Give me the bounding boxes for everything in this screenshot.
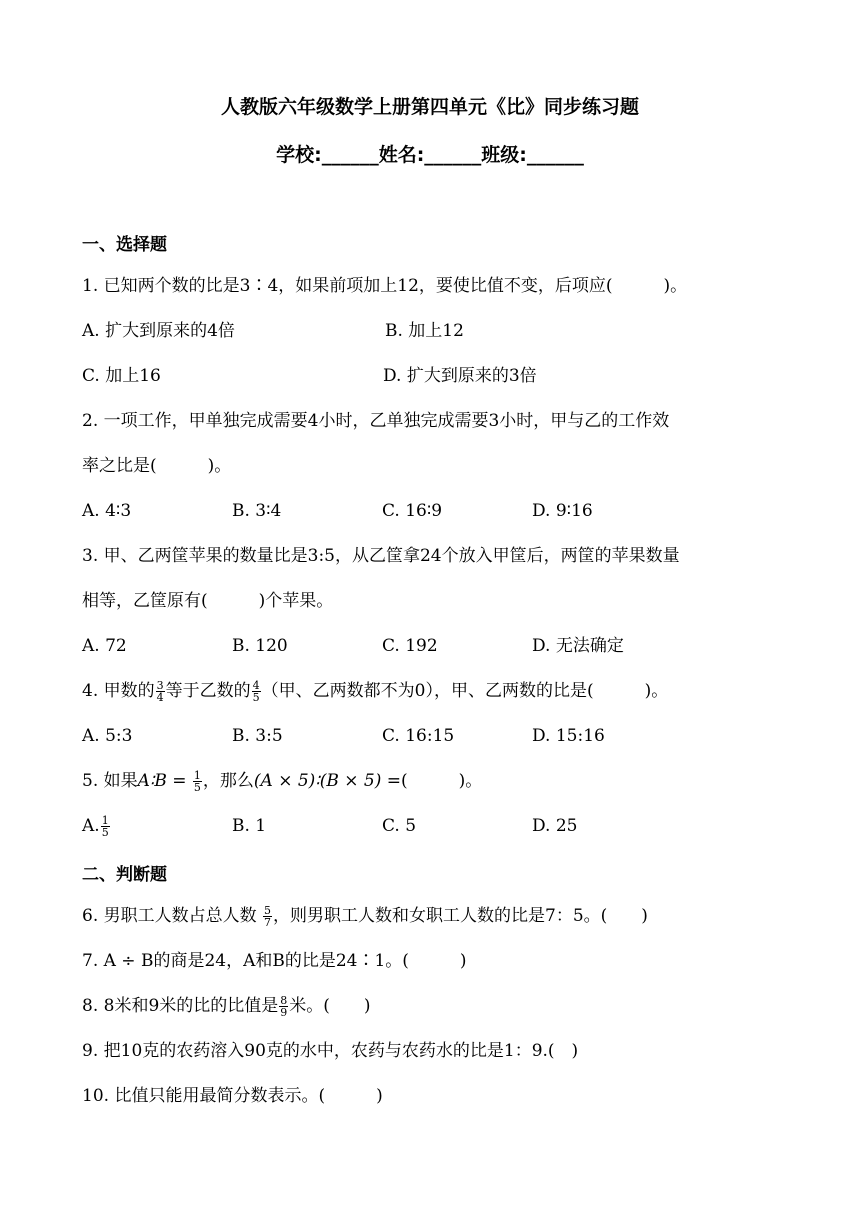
question-3-option-a: A. 72 (82, 636, 127, 656)
question-4-option-b: B. 3:5 (232, 726, 283, 746)
student-info-line: 学校:______姓名:______班级:______ (276, 144, 584, 166)
question-4-text-1: 4. 甲数的 (82, 681, 155, 701)
question-5-option-b: B. 1 (232, 816, 267, 836)
fraction-denominator: 9 (280, 1006, 288, 1019)
question-4-option-c: C. 16:15 (382, 726, 455, 746)
section-heading-choice: 一、选择题 (82, 235, 167, 255)
fraction-denominator: 5 (101, 826, 109, 839)
question-2-option-a: A. 4∶3 (82, 501, 132, 521)
question-5-stem (82, 769, 482, 793)
fraction-one-fifth (101, 815, 110, 838)
question-2-option-c: C. 16∶9 (382, 501, 443, 521)
question-8-stem (82, 994, 371, 1018)
fraction-eight-ninths (279, 995, 288, 1018)
question-5-option-d: D. 25 (532, 816, 578, 836)
question-1-option-b: B. 加上12 (385, 321, 464, 341)
question-4-text-3: （甲、乙两数都不为0），甲、乙两数的比是( )。 (261, 681, 669, 701)
question-6-text-1: 6. 男职工人数占总人数 (82, 906, 263, 926)
question-2-option-b: B. 3∶4 (232, 501, 282, 521)
question-3-stem-line-2: 相等，乙筐原有( )个苹果。 (82, 591, 334, 611)
question-5-text-2: ，那么 (202, 771, 254, 791)
question-5-math-1: A∶B = (137, 771, 187, 791)
fraction-numerator: 3 (156, 679, 164, 692)
question-1-option-c: C. 加上16 (82, 366, 161, 386)
question-3-stem-line-1: 3. 甲、乙两筐苹果的数量比是3:5，从乙筐拿24个放入甲筐后，两筐的苹果数量 (82, 546, 680, 566)
fraction-denominator: 7 (264, 916, 272, 929)
fraction-denominator: 5 (193, 781, 201, 794)
question-3-option-d: D. 无法确定 (532, 636, 624, 656)
fraction-numerator: 4 (252, 679, 260, 692)
question-5-text-1: 5. 如果 (82, 771, 138, 791)
fraction-numerator: 8 (280, 994, 288, 1007)
fraction-four-fifths (252, 680, 261, 703)
question-1-option-d: D. 扩大到原来的3倍 (383, 366, 537, 386)
question-4-option-a: A. 5:3 (82, 726, 133, 746)
question-5-option-c: C. 5 (382, 816, 417, 836)
question-6-text-2: ，则男职工人数和女职工人数的比是7：5。( ) (273, 906, 648, 926)
question-7-stem: 7. A ÷ B的商是24，A和B的比是24∶1。( ) (82, 951, 467, 971)
question-9-stem: 9. 把10克的农药溶入90克的水中，农药与农药水的比是1：9.( ) (82, 1041, 579, 1061)
fraction-numerator: 5 (264, 904, 272, 917)
fraction-three-quarters (156, 680, 165, 703)
question-8-text-2: 米。( ) (289, 996, 371, 1016)
fraction-numerator: 1 (193, 769, 201, 782)
question-4-text-2: 等于乙数的 (165, 681, 251, 701)
question-8-text-1: 8. 8米和9米的比的比值是 (82, 996, 279, 1016)
question-6-stem (82, 904, 648, 928)
option-letter: A. (82, 816, 100, 836)
question-10-stem: 10. 比值只能用最简分数表示。( ) (82, 1086, 383, 1106)
question-3-option-c: C. 192 (382, 636, 438, 656)
question-2-option-d: D. 9∶16 (532, 501, 593, 521)
question-1-option-a: A. 扩大到原来的4倍 (82, 321, 235, 341)
question-2-stem-line-2: 率之比是( )。 (82, 456, 232, 476)
fraction-denominator: 4 (156, 691, 164, 704)
fraction-five-sevenths (263, 905, 272, 928)
fraction-numerator: 1 (101, 814, 109, 827)
question-5-text-3: ( )。 (400, 771, 483, 791)
fraction-one-fifth (193, 770, 202, 793)
question-4-stem (82, 679, 668, 703)
question-5-math-2: (A × 5)∶(B × 5) = (253, 771, 401, 791)
section-heading-judgment: 二、判断题 (82, 865, 167, 885)
fraction-denominator: 5 (252, 691, 260, 704)
question-3-option-b: B. 120 (232, 636, 288, 656)
question-2-stem-line-1: 2. 一项工作，甲单独完成需要4小时，乙单独完成需要3小时，甲与乙的工作效 (82, 411, 670, 431)
question-5-option-a (82, 814, 111, 838)
page-title: 人教版六年级数学上册第四单元《比》同步练习题 (220, 96, 639, 118)
question-4-option-d: D. 15:16 (532, 726, 605, 746)
question-1-stem: 1. 已知两个数的比是3∶4，如果前项加上12，要使比值不变，后项应( )。 (82, 276, 688, 296)
